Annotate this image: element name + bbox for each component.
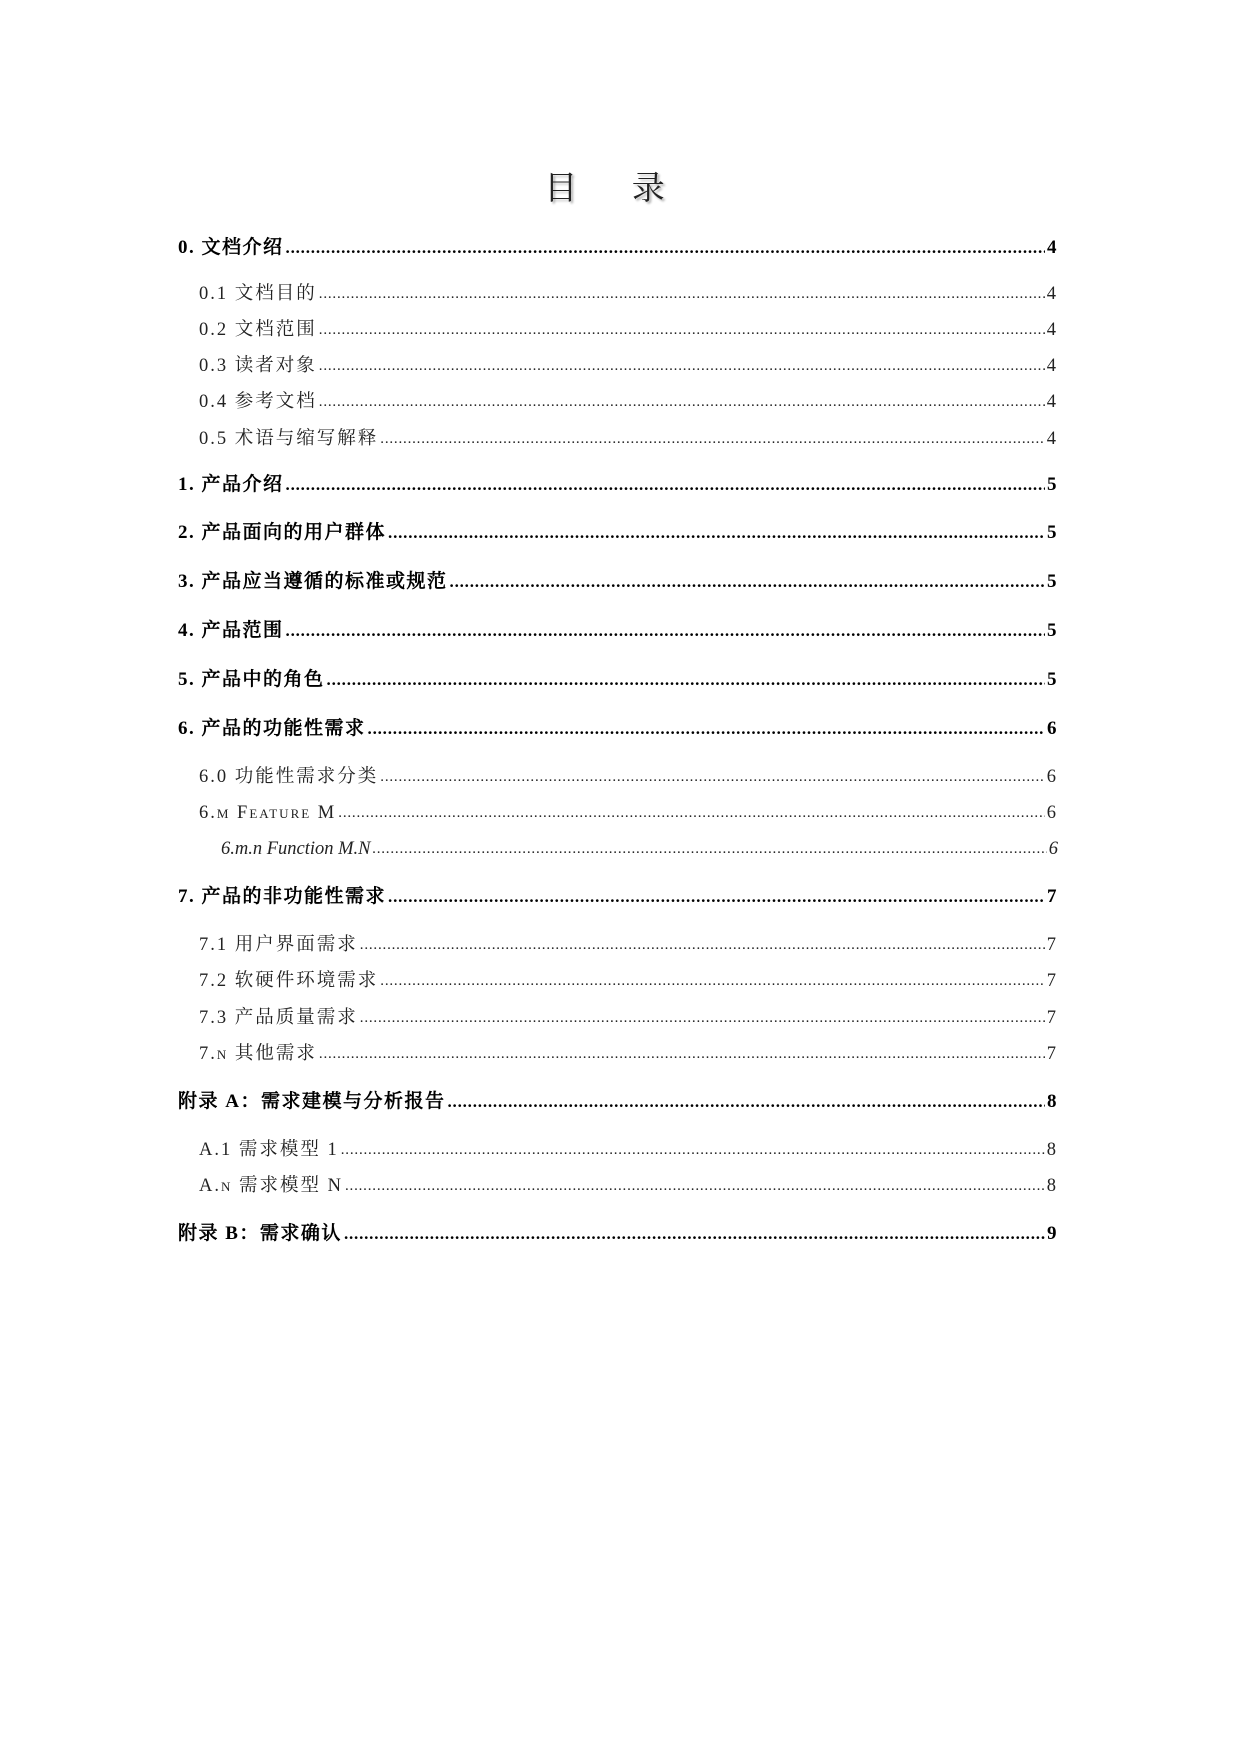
toc-entry-page: 4 [1046,356,1058,376]
toc-entry[interactable] [199,797,1058,825]
toc-entry-label: 0.5 术语与缩写解释 [199,429,379,449]
toc-leader-dots [360,933,1045,957]
toc-entry[interactable] [199,1134,1058,1162]
toc-entry[interactable] [178,664,1058,692]
toc-leader-dots [319,1042,1045,1066]
toc-leader-dots [380,765,1044,789]
toc-entry[interactable] [178,517,1058,545]
toc-entry-page: 7 [1046,935,1058,955]
toc-entry-label: 0.1 文档目的 [199,284,317,304]
toc-entry-page: 7 [1046,971,1058,991]
toc-entry-label: 6.m Feature M [199,803,337,823]
toc-leader-dots [380,427,1044,451]
toc-leader-dots [360,1006,1045,1030]
toc-entry-label: 附录 A：需求建模与分析报告 [178,1091,446,1112]
toc-leader-dots [447,1090,1045,1114]
toc-entry-page: 5 [1047,522,1058,543]
toc-entry-label: 附录 B：需求确认 [178,1223,342,1244]
toc-entry[interactable] [199,278,1058,306]
toc-leader-dots [286,236,1045,260]
toc-entry-page: 6 [1047,718,1058,739]
toc-leader-dots [286,619,1045,643]
toc-entry-page: 7 [1046,1044,1058,1064]
toc-entry-page: 4 [1046,320,1058,340]
toc-leader-dots [338,801,1044,825]
toc-entry-page: 7 [1046,1008,1058,1028]
toc-leader-dots [327,668,1045,692]
toc-entry-page: 4 [1046,429,1058,449]
toc-entry-label: 1. 产品介绍 [178,474,284,495]
toc-entry-page: 5 [1047,620,1058,641]
toc-leader-dots [319,282,1045,306]
toc-entry-label: 7. 产品的非功能性需求 [178,886,387,907]
toc-entry-page: 7 [1047,886,1058,907]
toc-entry-page: 5 [1047,474,1058,495]
toc-entry-label: 7.1 用户界面需求 [199,935,358,955]
toc-entry[interactable] [178,1086,1058,1114]
toc-entry-label: 6.0 功能性需求分类 [199,767,379,787]
toc-entry-page: 6 [1046,803,1058,823]
toc-entry[interactable] [199,350,1058,378]
toc-entry-page: 8 [1046,1140,1058,1160]
toc-entry[interactable] [221,833,1058,861]
toc-leader-dots [368,717,1045,741]
toc-entry-page: 8 [1046,1176,1058,1196]
toc-entry-label: A.n 需求模型 N [199,1176,343,1196]
toc-entry[interactable] [178,881,1058,909]
toc-entry-label: 5. 产品中的角色 [178,669,325,690]
toc-leader-dots [286,473,1045,497]
toc-entry-label: 0.4 参考文档 [199,392,317,412]
toc-entry[interactable] [178,566,1058,594]
toc-entry[interactable] [199,1038,1058,1066]
toc-leader-dots [345,1174,1045,1198]
toc-entry-label: 7.3 产品质量需求 [199,1008,358,1028]
toc-entry[interactable] [178,615,1058,643]
toc-entry[interactable] [199,1170,1058,1198]
toc-entry[interactable] [199,761,1058,789]
toc-leader-dots [450,570,1045,594]
toc-entry-label: 0.3 读者对象 [199,356,317,376]
toc-entry-label: 3. 产品应当遵循的标准或规范 [178,571,448,592]
toc-entry-label: 2. 产品面向的用户群体 [178,522,387,543]
toc-entry[interactable] [178,713,1058,741]
toc-entry-page: 5 [1047,669,1058,690]
toc-entry-label: 4. 产品范围 [178,620,284,641]
toc-entry-page: 6 [1048,839,1058,859]
toc-leader-dots [380,969,1044,993]
toc-entry[interactable] [199,929,1058,957]
toc-entry-page: 4 [1046,392,1058,412]
toc-entry[interactable] [199,314,1058,342]
toc-entry-page: 9 [1047,1223,1058,1244]
toc-entry[interactable] [199,1002,1058,1030]
toc-entry-page: 8 [1047,1091,1058,1112]
toc-entry[interactable] [199,423,1058,451]
toc-entry[interactable] [199,386,1058,414]
toc-entry-label: 7.n 其他需求 [199,1044,317,1064]
toc-entry[interactable] [178,1218,1058,1246]
toc-entry[interactable] [199,965,1058,993]
toc-leader-dots [388,521,1045,545]
toc-leader-dots [344,1222,1045,1246]
toc-entry-label: 7.2 软硬件环境需求 [199,971,379,991]
toc-entry-label: 6. 产品的功能性需求 [178,718,366,739]
toc-entry-label: 6.m.n Function M.N [221,839,371,859]
toc-leader-dots [341,1138,1045,1162]
toc-leader-dots [319,354,1045,378]
toc-leader-dots [373,837,1047,861]
toc-entry[interactable] [178,469,1058,497]
toc-entry-label: 0. 文档介绍 [178,237,284,258]
toc-entry-label: 0.2 文档范围 [199,320,317,340]
toc-entry-page: 5 [1047,571,1058,592]
toc-entry-page: 6 [1046,767,1058,787]
toc-leader-dots [388,885,1045,909]
toc-entry[interactable] [178,232,1058,260]
toc-entry-page: 4 [1047,237,1058,258]
toc-entry-label: A.1 需求模型 1 [199,1140,339,1160]
toc-leader-dots [319,390,1045,414]
toc-leader-dots [319,318,1045,342]
page-title: 目 录 [544,168,687,207]
toc-entry-page: 4 [1046,284,1058,304]
